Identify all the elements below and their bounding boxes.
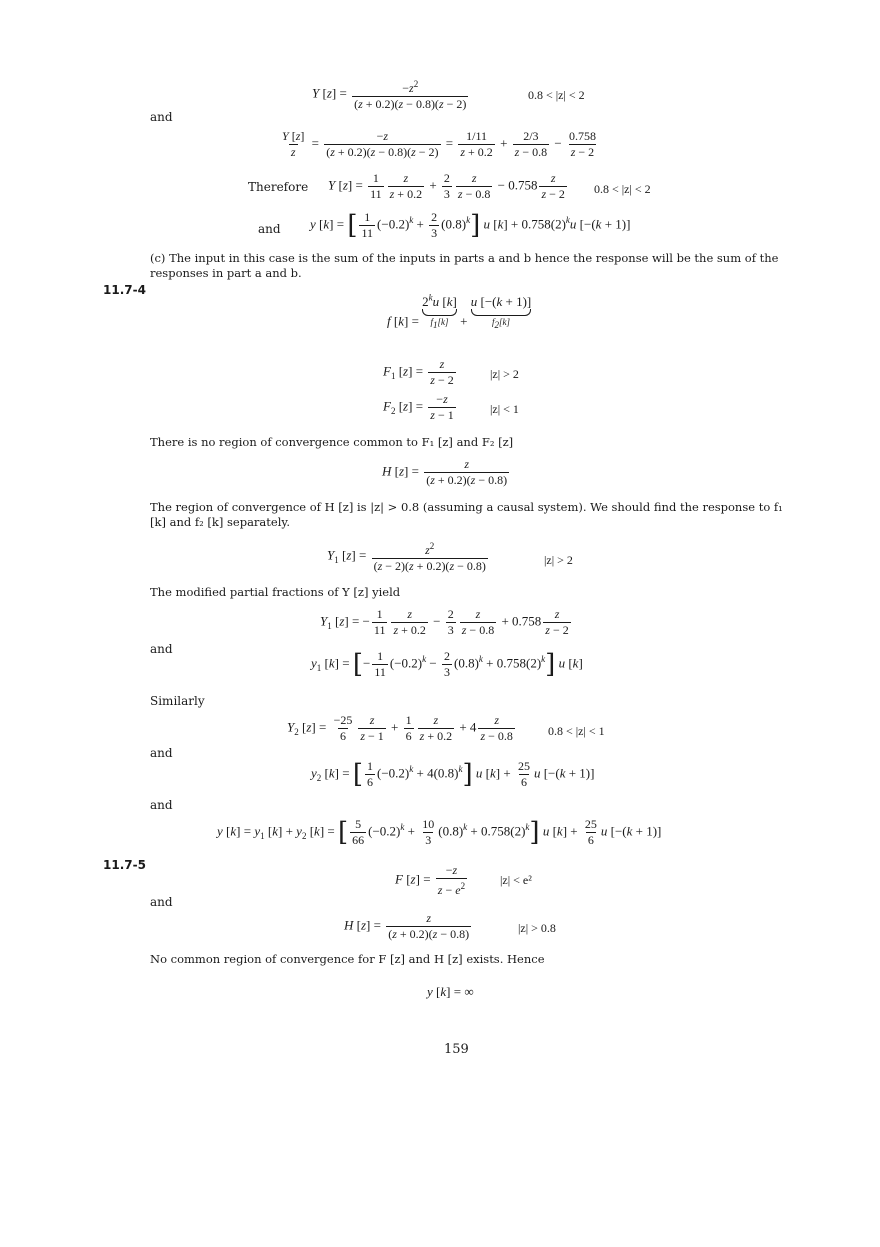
equation-y-z-partial: Y [z] = $\frac{1}{11}$ $\frac{z}{z + 0.2}$ + $\frac{2}{3}$ $\frac{z}{z - 0.8}$ − 0.758 $\frac{z}{z - 2}$ — [328, 171, 565, 201]
roc-f5: |z| < e² — [500, 873, 532, 887]
paragraph-no-roc: There is no region of convergence common to F₁ [z] and F₂ [z] — [150, 435, 514, 449]
roc-eq1: 0.8 < |z| < 2 — [528, 88, 585, 102]
equation-y2-k: $y_2$ [k] = [ $\frac{1}{6}$ $(-0.2)^k + 4(0.8)^k$] u [k] + $\frac{25}{6}$ u [−(k + 1)] — [311, 759, 595, 790]
roc-y2: 0.8 < |z| < 1 — [548, 724, 605, 738]
equation-f2-z: $F_2$ [z] = $\frac{-z}{z - 1}$ — [383, 392, 454, 422]
label-therefore: Therefore — [248, 180, 309, 194]
section-11-7-5: 11.7-5 — [103, 858, 146, 872]
equation-y2-z: $Y_2$ [z] = $\frac{-25}{6}$ $\frac{z}{z - 1}$ + $\frac{1}{6}$ $\frac{z}{z + 0.2}$ + 4 $\frac{z}{z - 0.8}$ — [287, 713, 513, 743]
label-and-5: and — [150, 798, 173, 812]
label-similarly: Similarly — [150, 694, 205, 708]
roc-eq3: 0.8 < |z| < 2 — [594, 182, 651, 196]
equation-y1-z: $Y_1$ [z] = $\frac{z^2}{(z - 2)(z + 0.2)(z - 0.8)}$ — [327, 541, 486, 573]
label-and-1: and — [150, 110, 173, 124]
equation-h-z-2: H [z] = $\frac{z}{(z + 0.2)(z - 0.8)}$ — [344, 911, 470, 941]
page-number: 159 — [444, 1042, 469, 1057]
label-and-3: and — [150, 642, 173, 656]
paragraph-modified: The modified partial fractions of Y [z] yield — [150, 585, 401, 599]
label-and-6: and — [150, 895, 173, 909]
paragraph-part-c: (c) The input in this case is the sum of the inputs in parts a and b hence the response will be the sum of the responses in part a and b. — [150, 251, 779, 280]
equation-y-over-z: $\frac{Y [z]}{z}$ = $\frac{-z}{(z + 0.2)(z - 0.8)(z - 2)}$ = $\frac{1/11}{z + 0.2}$ + $\frac{2/3}{z - 0.8}$ − $\frac{0.758}{z - 2}$ — [282, 129, 596, 159]
equation-y-k: y [k] = [ $\frac{1}{11}$ $(-0.2)^k$ + $\frac{2}{3}$ $(0.8)^k$] u $[k] + 0.758(2)^ku$ [−(k + 1)] — [310, 210, 631, 241]
paragraph-roc-h: The region of convergence of H [z] is |z| > 0.8 (assuming a causal system). We should find the response to f₁ [k] and f₂ [k] separately. — [150, 500, 783, 529]
equation-f-z: F [z] = $\frac{-z}{z - e^2}$ — [395, 863, 466, 897]
roc-f2: |z| < 1 — [490, 402, 519, 416]
roc-h5: |z| > 0.8 — [518, 921, 556, 935]
equation-h-z: H [z] = $\frac{z}{(z + 0.2)(z - 0.8)}$ — [382, 457, 508, 487]
label-and-4: and — [150, 746, 173, 760]
paragraph-no-common: No common region of convergence for F [z] and H [z] exists. Hence — [150, 952, 545, 966]
equation-f-k: f $[k] = 2^ku$ [k] $f_1[k]$ + u [−(k + 1)] $f_2[k]$ — [387, 293, 532, 331]
roc-y1: |z| > 2 — [544, 553, 573, 567]
equation-y1-k: $y_1$ [k] = [− $\frac{1}{11}$ $(-0.2)^k$ − $\frac{2}{3}$ $(0.8)^k + 0.758(2)^k$] u [k] — [311, 649, 583, 680]
equation-f1-z: $F_1$ [z] = $\frac{z}{z - 2}$ — [383, 357, 454, 387]
equation-y-k-total: y $[k] = y_1$ $[k] + y_2$ [k] = [ $\frac{5}{66}$ $(-0.2)^k$ + $\frac{10}{3}$ $(0.8)^k + 0.758(2)^k$] u [k] + $\frac{25}{6}$ u [−(k + 1)] — [217, 817, 662, 848]
equation-y1-partial: $Y_1$ [z] = − $\frac{1}{11}$ $\frac{z}{z + 0.2}$ − $\frac{2}{3}$ $\frac{z}{z - 0.8}$ + 0.758 $\frac{z}{z - 2}$ — [320, 607, 569, 637]
equation-y-k-infinite: y [k] = ∞ — [427, 984, 474, 999]
section-11-7-4: 11.7-4 — [103, 283, 146, 297]
label-and-2: and — [258, 222, 281, 236]
equation-y-z: Y [z] = $\frac{-z^2}{(z + 0.2)(z - 0.8)(z - 2)}$ — [312, 79, 467, 111]
roc-f1: |z| > 2 — [490, 367, 519, 381]
